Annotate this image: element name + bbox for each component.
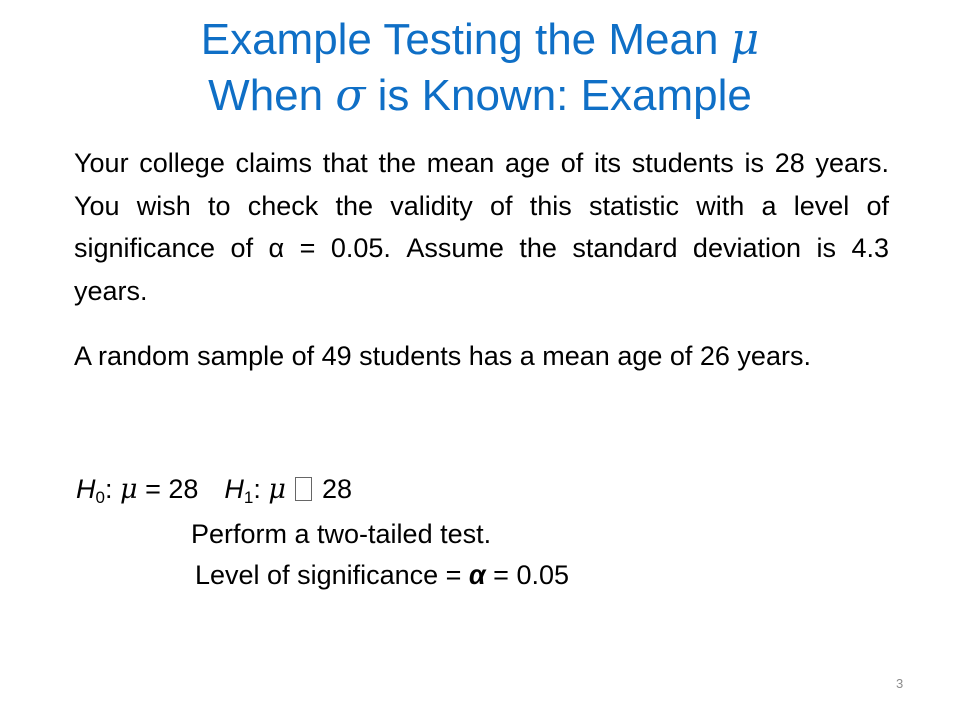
null-hypothesis <box>76 474 199 507</box>
h0-label: H <box>76 474 96 504</box>
sigma-symbol: σ <box>335 70 366 121</box>
title-line-2-prefix: When <box>208 71 324 120</box>
slide-title <box>0 12 960 124</box>
sample-paragraph: A random sample of 49 students has a mean age of 26 years. <box>74 341 811 371</box>
significance-prefix: Level of significance = <box>195 560 469 590</box>
h0-value: = 28 <box>145 474 199 504</box>
mu-symbol: μ <box>120 474 138 505</box>
title-line-2 <box>0 68 960 124</box>
page-number: 3 <box>896 676 904 691</box>
h1-subscript: 1 <box>243 488 254 507</box>
title-line-2-suffix: is Known: Example <box>377 71 752 120</box>
problem-paragraph: Your college claims that the mean age of its students is 28 years. You wish to check the validity of this statistic with a level of significance of α = 0.05. Assume the standard deviation is 4.3 years. <box>74 148 889 306</box>
alpha-symbol: α <box>468 560 486 590</box>
mu-symbol: μ <box>268 474 286 505</box>
h0-subscript: 0 <box>95 488 105 507</box>
mu-symbol: μ <box>730 14 760 65</box>
alternative-hypothesis <box>224 474 353 507</box>
title-line-1-text: Example Testing the Mean <box>200 15 719 64</box>
h1-colon: : <box>253 474 261 504</box>
significance-value: = 0.05 <box>485 560 569 590</box>
h1-label: H <box>224 474 244 504</box>
hypotheses-line <box>76 472 352 507</box>
test-type-line: Perform a two-tailed test. <box>191 519 492 549</box>
title-line-1 <box>0 12 960 68</box>
h0-colon: : <box>104 474 113 504</box>
significance-line <box>195 558 569 592</box>
h1-value: 28 <box>321 474 353 504</box>
missing-glyph-icon <box>295 477 312 501</box>
